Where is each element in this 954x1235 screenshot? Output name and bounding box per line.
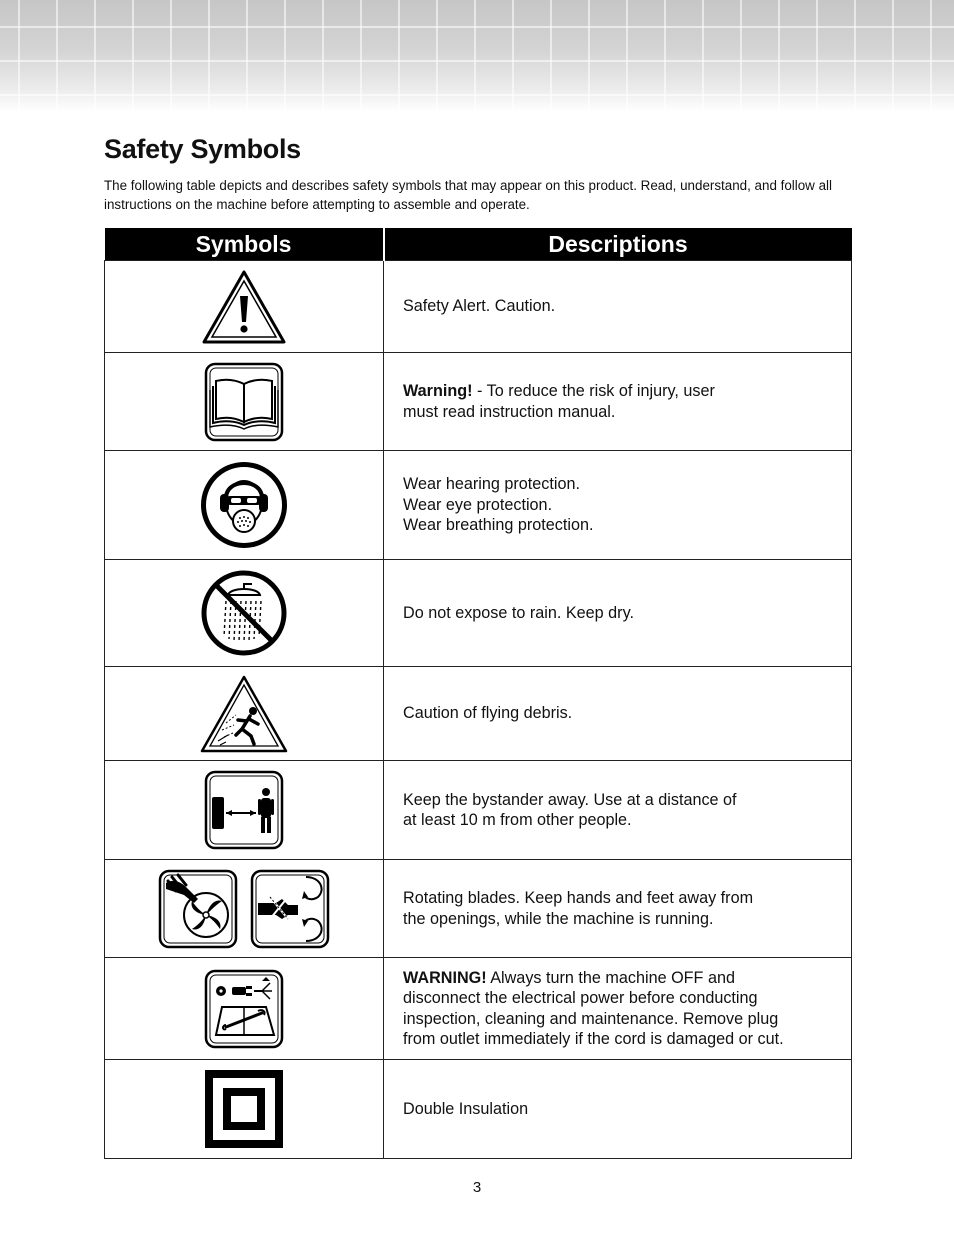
description-line: Keep the bystander away. Use at a distance of bbox=[403, 790, 737, 809]
unplug-before-maintenance-icon bbox=[204, 969, 284, 1049]
table-row bbox=[105, 560, 852, 667]
description-cell bbox=[384, 860, 852, 958]
header-band bbox=[0, 0, 954, 112]
description-line: at least 10 m from other people. bbox=[403, 811, 632, 829]
symbol-cell bbox=[105, 353, 384, 451]
double-insulation-icon bbox=[205, 1070, 283, 1148]
description-cell bbox=[384, 353, 852, 451]
symbol-cell bbox=[105, 958, 384, 1060]
table-row bbox=[105, 761, 852, 860]
description-cell bbox=[384, 560, 852, 667]
no-rain-icon bbox=[200, 569, 288, 657]
description-line: Caution of flying debris. bbox=[403, 704, 573, 723]
symbol-cell bbox=[105, 560, 384, 667]
bystander-distance-icon bbox=[204, 770, 284, 850]
description-cell bbox=[384, 1060, 852, 1159]
description-line: Always turn the machine OFF and bbox=[486, 968, 735, 987]
description-line: - To reduce the risk of injury, user bbox=[472, 382, 715, 400]
symbols-column-header: Symbols bbox=[105, 228, 384, 261]
symbol-cell bbox=[105, 1060, 384, 1159]
description-line: Double Insulation bbox=[403, 1099, 529, 1118]
intro-paragraph: The following table depicts and describes safety symbols that may appear on this product. Read, understand, and follow all instructions on the machine before attempting to assemble and operate. bbox=[104, 178, 832, 212]
flying-debris-icon bbox=[200, 675, 288, 753]
page-number: 3 bbox=[472, 1179, 482, 1196]
page-title: Safety Symbols bbox=[104, 134, 301, 164]
descriptions-column-header: Descriptions bbox=[384, 228, 852, 261]
symbol-cell bbox=[105, 261, 384, 353]
description-line: Wear breathing protection. bbox=[403, 516, 594, 535]
protective-gear-icon bbox=[199, 460, 289, 550]
table-header-row bbox=[105, 228, 852, 261]
read-manual-book-icon bbox=[204, 362, 284, 442]
description-line: Safety Alert. Caution. bbox=[403, 297, 556, 316]
description-line: must read instruction manual. bbox=[403, 402, 616, 421]
description-cell bbox=[384, 667, 852, 761]
description-line: inspection, cleaning and maintenance. Remove plug bbox=[403, 1009, 779, 1028]
table-row bbox=[105, 860, 852, 958]
description-cell bbox=[384, 261, 852, 353]
description-line: Do not expose to rain. Keep dry. bbox=[403, 603, 634, 622]
symbol-cell bbox=[105, 761, 384, 860]
description-line: the openings, while the machine is running. bbox=[403, 909, 714, 928]
description-line: from outlet immediately if the cord is damaged or cut. bbox=[403, 1030, 784, 1048]
table-row bbox=[105, 1060, 852, 1159]
description-line: Rotating blades. Keep hands and feet away from bbox=[403, 889, 754, 907]
table-row bbox=[105, 353, 852, 451]
description-line: disconnect the electrical power before conducting bbox=[403, 989, 758, 1007]
table-row bbox=[105, 958, 852, 1060]
description-cell bbox=[384, 958, 852, 1060]
rotating-blades-icon bbox=[158, 869, 330, 949]
description-line: Wear eye protection. bbox=[403, 495, 553, 514]
table-row bbox=[105, 261, 852, 353]
warning-label: WARNING! bbox=[403, 968, 487, 987]
safety-symbols-table bbox=[104, 228, 852, 1159]
symbol-cell bbox=[105, 667, 384, 761]
description-line: Wear hearing protection. bbox=[403, 475, 580, 494]
description-cell bbox=[384, 451, 852, 560]
description-cell bbox=[384, 761, 852, 860]
table-row bbox=[105, 451, 852, 560]
table-row bbox=[105, 667, 852, 761]
symbol-cell bbox=[105, 860, 384, 958]
symbol-cell bbox=[105, 451, 384, 560]
warning-label: Warning! bbox=[403, 382, 473, 400]
safety-alert-triangle-icon bbox=[202, 270, 286, 344]
